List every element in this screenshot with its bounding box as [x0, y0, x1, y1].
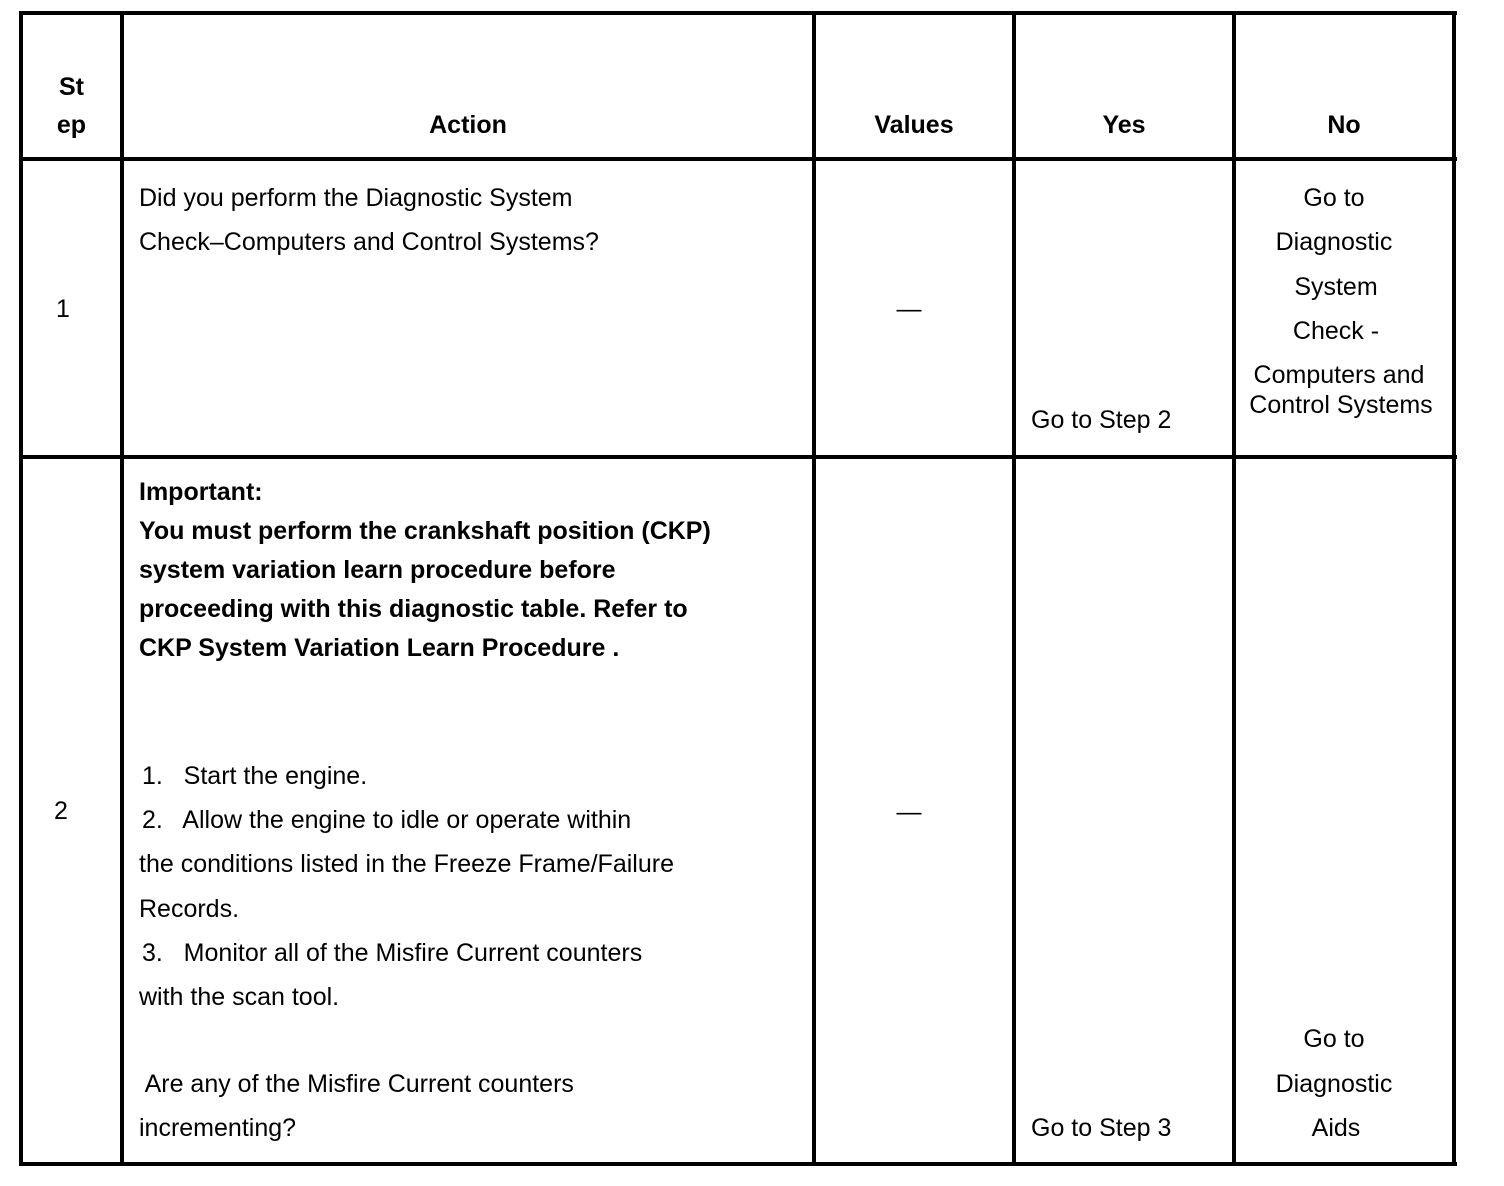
row-values: —	[896, 295, 922, 323]
header-action: Action	[429, 111, 507, 139]
important-line: You must perform the crankshaft position (CKP)	[139, 517, 711, 545]
row-no-line[interactable]: Go to	[1303, 1025, 1365, 1053]
column-divider-action	[812, 11, 816, 1166]
procedure-step-line: with the scan tool.	[139, 983, 340, 1011]
row-no-line[interactable]: System	[1294, 273, 1378, 301]
table-border-bottom	[19, 1162, 1457, 1166]
row-no-line[interactable]: Diagnostic	[1275, 1070, 1393, 1098]
row-no-line[interactable]: Control Systems	[1249, 391, 1433, 419]
table-border-right	[1452, 11, 1456, 1166]
header-step-line2: ep	[56, 111, 87, 139]
question-line: incrementing?	[139, 1114, 297, 1142]
header-values: Values	[874, 111, 954, 139]
row-divider	[19, 455, 1457, 459]
row-no-line[interactable]: Computers and	[1253, 361, 1425, 389]
procedure-step-line: 1. Start the engine.	[142, 762, 368, 790]
column-divider-values	[1012, 11, 1016, 1166]
row-no-line[interactable]: Go to	[1303, 184, 1365, 212]
row-step-number: 1	[56, 295, 70, 323]
row-action-line: Did you perform the Diagnostic System	[139, 184, 573, 212]
row-yes-link[interactable]: Go to Step 2	[1031, 406, 1172, 434]
procedure-step-line: Records.	[139, 895, 240, 923]
row-action-line: Check–Computers and Control Systems?	[139, 228, 599, 256]
row-yes-link[interactable]: Go to Step 3	[1031, 1114, 1172, 1142]
important-line: proceeding with this diagnostic table. Refer to	[139, 595, 688, 623]
row-step-number: 2	[54, 797, 68, 825]
procedure-step-line: 2. Allow the engine to idle or operate within	[142, 806, 632, 834]
table-border-top	[19, 11, 1457, 15]
procedure-step-line: the conditions listed in the Freeze Frame/Failure	[139, 850, 674, 878]
header-step-line1: St	[59, 73, 84, 101]
table-border-left	[19, 11, 23, 1166]
question-line: Are any of the Misfire Current counters	[139, 1070, 574, 1098]
row-no-line[interactable]: Aids	[1311, 1114, 1361, 1142]
header-yes: Yes	[1102, 111, 1146, 139]
procedure-step-line: 3. Monitor all of the Misfire Current counters	[142, 939, 643, 967]
column-divider-step	[120, 11, 124, 1166]
important-line: system variation learn procedure before	[139, 556, 616, 584]
header-divider	[19, 157, 1457, 161]
row-values: —	[896, 798, 922, 826]
header-no: No	[1327, 111, 1361, 139]
row-no-line[interactable]: Check -	[1292, 317, 1380, 345]
row-no-line[interactable]: Diagnostic	[1275, 228, 1393, 256]
important-label: Important:	[139, 478, 263, 506]
important-line: CKP System Variation Learn Procedure .	[139, 634, 620, 662]
